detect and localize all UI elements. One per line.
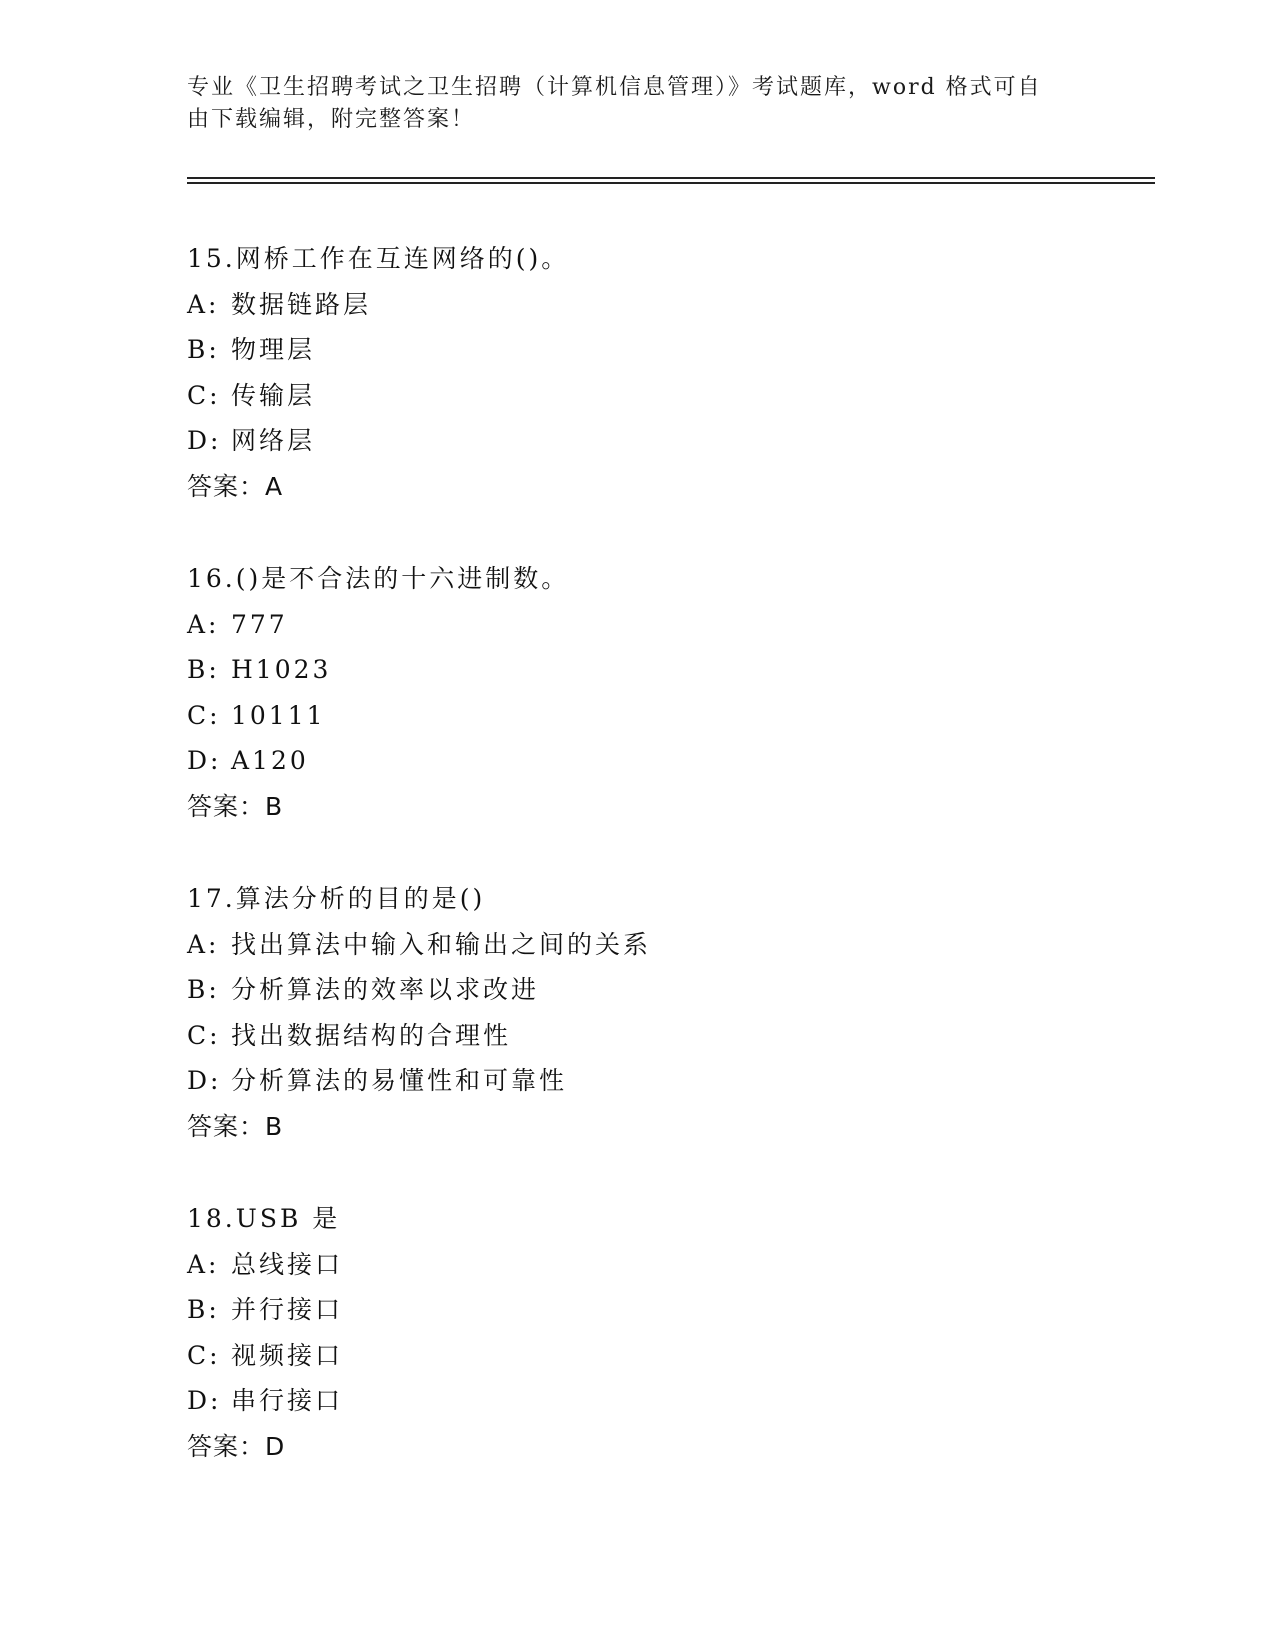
option-letter: A: <box>187 609 220 639</box>
option-d <box>187 418 1147 464</box>
option-letter: B: <box>187 1295 220 1325</box>
option-letter: D: <box>187 426 222 456</box>
question-stem: 17.算法分析的目的是() <box>187 884 486 913</box>
option-text: 串行接口 <box>231 1386 344 1416</box>
document-header <box>187 72 1067 136</box>
question-15 <box>187 236 1147 556</box>
option-c <box>187 1013 1147 1059</box>
option-text: 找出算法中输入和输出之间的关系 <box>231 929 652 959</box>
option-letter: D: <box>187 746 222 776</box>
option-text: 网络层 <box>231 426 316 456</box>
option-letter: B: <box>187 335 220 365</box>
option-letter: A: <box>187 1249 220 1279</box>
option-c <box>187 693 1147 739</box>
option-d <box>187 738 1147 784</box>
answer-line: 答案：B <box>187 1111 284 1141</box>
option-d <box>187 1058 1147 1104</box>
option-text: 物理层 <box>231 335 316 365</box>
header-divider-top <box>187 177 1155 179</box>
option-letter: C: <box>187 1020 221 1050</box>
option-text: 777 <box>231 609 288 639</box>
option-b <box>187 967 1147 1013</box>
option-text: 找出数据结构的合理性 <box>231 1020 512 1050</box>
question-stem: 18.USB 是 <box>187 1204 341 1233</box>
option-letter: D: <box>187 1386 222 1416</box>
option-text: 视频接口 <box>231 1340 344 1370</box>
option-letter: D: <box>187 1066 222 1096</box>
answer-line: 答案：D <box>187 1431 286 1461</box>
option-text: 并行接口 <box>231 1295 344 1325</box>
option-b <box>187 1287 1147 1333</box>
option-letter: C: <box>187 1340 221 1370</box>
option-letter: A: <box>187 929 220 959</box>
option-text: 分析算法的效率以求改进 <box>231 975 540 1005</box>
option-letter: B: <box>187 655 220 685</box>
header-line-1: 专业《卫生招聘考试之卫生招聘（计算机信息管理）》考试题库，word 格式可自 <box>187 75 1042 100</box>
option-text: A120 <box>231 746 309 776</box>
option-c <box>187 373 1147 419</box>
question-stem: 16.()是不合法的十六进制数。 <box>187 564 570 593</box>
option-letter: A: <box>187 289 220 319</box>
option-letter: B: <box>187 975 220 1005</box>
option-text: 总线接口 <box>231 1249 344 1279</box>
option-text: 数据链路层 <box>231 289 372 319</box>
question-17 <box>187 876 1147 1196</box>
answer-line: 答案：B <box>187 791 284 821</box>
option-text: H1023 <box>231 655 332 685</box>
option-text: 分析算法的易懂性和可靠性 <box>231 1066 568 1096</box>
header-line-2: 由下载编辑，附完整答案！ <box>187 107 476 132</box>
option-text: 10111 <box>231 700 326 730</box>
option-a <box>187 282 1147 328</box>
option-letter: C: <box>187 700 221 730</box>
question-16 <box>187 556 1147 876</box>
option-letter: C: <box>187 380 221 410</box>
question-18 <box>187 1196 1147 1516</box>
option-text: 传输层 <box>231 380 316 410</box>
answer-line: 答案：A <box>187 471 284 501</box>
option-a <box>187 602 1147 648</box>
option-a <box>187 922 1147 968</box>
option-b <box>187 647 1147 693</box>
question-stem: 15.网桥工作在互连网络的()。 <box>187 244 570 273</box>
option-b <box>187 327 1147 373</box>
header-divider-bottom <box>187 182 1155 184</box>
option-c <box>187 1333 1147 1379</box>
question-list <box>187 236 1147 1516</box>
option-a <box>187 1242 1147 1288</box>
option-d <box>187 1378 1147 1424</box>
